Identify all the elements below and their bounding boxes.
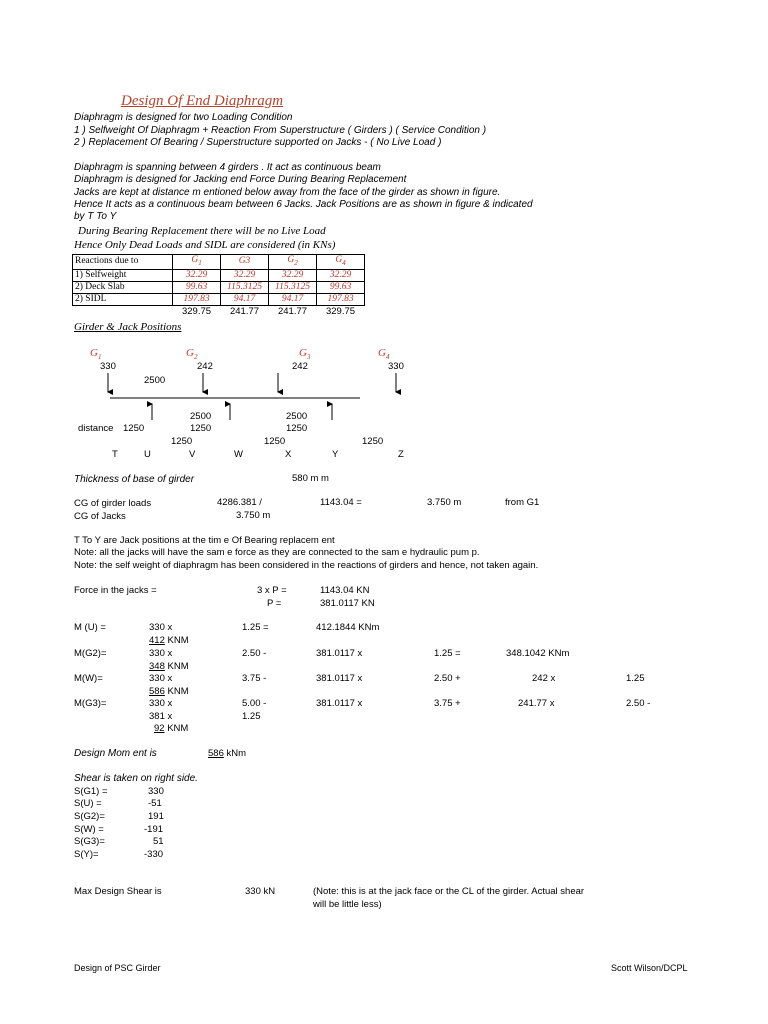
intro-line-3: 2 ) Replacement Of Bearing / Superstructure supported on Jacks - ( No Live Load ) (74, 137, 442, 148)
shear-label: S(G3)= (74, 836, 105, 847)
girder-load-g4: 330 (388, 361, 404, 372)
dim-2500-a: 2500 (190, 411, 212, 422)
page-title: Design Of End Diaphragm (121, 93, 284, 109)
mg3-a: 330 x (149, 698, 173, 709)
row-label: 1) Selfweight (73, 269, 173, 281)
girder-label-g2: $G_2$ (186, 347, 198, 362)
mw-a: 330 x (149, 673, 173, 684)
force-label: Force in the jacks = (74, 585, 157, 596)
mw-c: 381.0117 x (316, 673, 363, 684)
cell: 94.17 (269, 293, 317, 305)
mu-result: 412 KNM (149, 635, 189, 646)
force-eq1-rhs: 1143.04 KN (320, 585, 370, 596)
mu-c: 412.1844 KNm (316, 622, 380, 633)
table-header-g3: G3 (221, 255, 269, 270)
beam-diagram (0, 0, 768, 470)
shear-value: 330 (148, 786, 164, 797)
mu-label: M (U) = (74, 622, 106, 633)
jack-label-y: Y (332, 449, 339, 460)
shear-value: 191 (148, 811, 164, 822)
row-label: 2) Deck Slab (73, 281, 173, 293)
shear-value: -330 (144, 849, 164, 860)
dim-row1: 1250 (123, 423, 145, 434)
mw-b: 3.75 - (242, 673, 267, 684)
dim-row2: 1250 (171, 436, 193, 447)
cell: 197.83 (173, 293, 221, 305)
mg3-d: 3.75 + (434, 698, 461, 709)
para3-line-1: During Bearing Replacement there will be no Live Load (78, 225, 326, 237)
cg-girder-expr1: 4286.381 / (217, 497, 262, 508)
mg3-e: 241.77 x (518, 698, 555, 709)
cg-girder-expr2: 1143.04 = (320, 497, 362, 508)
table-header-g1: $G_1$ (173, 255, 221, 270)
mw-label: M(W)= (74, 673, 103, 684)
shear-value: -51 (148, 798, 162, 809)
dim-2500-top: 2500 (144, 375, 166, 386)
para2-line-5: by T To Y (74, 211, 117, 222)
jack-label-u: U (144, 449, 151, 460)
mw-f: 1.25 (626, 673, 645, 684)
mg2-label: M(G2)= (74, 648, 107, 659)
para2-line-4: Hence It acts as a continuous beam between 6 Jacks. Jack Positions are as shown in figure & indicated (74, 199, 533, 210)
total-cell: 241.77 (229, 305, 260, 317)
mg2-c: 381.0117 x (316, 648, 363, 659)
note-line-3: Note: the self weight of diaphragm has been considered in the reactions of girders and hence, not taken again. (74, 560, 539, 571)
total-cell: 329.75 (325, 305, 356, 317)
intro-line-1: Diaphragm is designed for two Loading Condition (74, 112, 293, 123)
force-eq2-lhs: P = (267, 598, 282, 609)
cell: 32.29 (269, 269, 317, 281)
distance-label: distance (78, 423, 114, 434)
cg-girder-result: 3.750 m (427, 497, 462, 508)
design-moment-label: Design Mom ent is (74, 748, 157, 759)
dim-row1: 1250 (190, 423, 212, 434)
cell: 94.17 (221, 293, 269, 305)
girder-label-g1: $G_1$ (90, 347, 102, 362)
cell: 32.29 (317, 269, 365, 281)
force-eq2-rhs: 381.0117 KN (320, 598, 375, 609)
force-eq1-lhs: 3 x P = (257, 585, 287, 596)
cg-jacks-label: CG of Jacks (74, 511, 126, 522)
dim-row2: 1250 (362, 436, 384, 447)
mg3-b2: 1.25 (242, 711, 261, 722)
shear-label: S(Y)= (74, 849, 99, 860)
mg2-b: 2.50 - (242, 648, 267, 659)
jack-label-z: Z (398, 449, 404, 460)
mg3-label: M(G3)= (74, 698, 107, 709)
mu-b: 1.25 = (242, 622, 269, 633)
mg2-d: 1.25 = (434, 648, 461, 659)
cell: 197.83 (317, 293, 365, 305)
shear-value: -191 (144, 824, 164, 835)
max-shear-note-2: will be little less) (313, 899, 382, 910)
girder-label-g4: $G_4$ (378, 347, 390, 362)
jack-label-w: W (234, 449, 243, 460)
mg3-a2: 381 x (149, 711, 173, 722)
girder-load-g3: 242 (292, 361, 308, 372)
cg-girder-label: CG of girder loads (74, 498, 152, 509)
jack-label-v: V (189, 449, 196, 460)
thickness-value: 580 m m (292, 473, 329, 484)
dim-row2: 1250 (264, 436, 286, 447)
table-header-label: Reactions due to (73, 255, 173, 270)
para2-line-3: Jacks are kept at distance m entioned below away from the face of the girder as shown in figure. (74, 187, 501, 198)
mg2-result: 348 KNM (149, 661, 189, 672)
mg3-result: 92 KNM (154, 723, 189, 734)
cell: 115.3125 (221, 281, 269, 293)
cell: 99.63 (317, 281, 365, 293)
table-header-g2: $G_2$ (269, 255, 317, 270)
cell: 115.3125 (269, 281, 317, 293)
mw-result: 586 KNM (149, 686, 189, 697)
max-shear-note-1: (Note: this is at the jack face or the CL of the girder. Actual shear (313, 886, 585, 897)
cg-girder-from: from G1 (505, 497, 540, 508)
diagram-heading: Girder & Jack Positions (74, 321, 182, 333)
girder-label-g3: $G_3$ (299, 347, 311, 362)
cell: 32.29 (221, 269, 269, 281)
dim-2500-b: 2500 (286, 411, 308, 422)
shear-label: S(G2)= (74, 811, 105, 822)
para2-line-1: Diaphragm is spanning between 4 girders . It act as continuous beam (74, 162, 381, 173)
para3-line-2: Hence Only Dead Loads and SIDL are considered (in KNs) (74, 239, 336, 251)
mg3-b: 5.00 - (242, 698, 267, 709)
table-header-g4: $G_4$ (317, 255, 365, 270)
shear-label: S(G1) = (74, 786, 108, 797)
intro-line-2: 1 ) Selfweight Of Diaphragm + Reaction From Superstructure ( Girders ) ( Service Condition ) (74, 125, 487, 136)
note-line-2: Note: all the jacks will have the sam e force as they are connected to the sam e hydraulic pum p. (74, 547, 480, 558)
shear-label: S(W) = (74, 824, 104, 835)
design-moment-value: 586 kNm (208, 748, 247, 759)
mu-a: 330 x (149, 622, 173, 633)
girder-load-g1: 330 (100, 361, 116, 372)
footer-left: Design of PSC Girder (74, 963, 161, 973)
mg2-a: 330 x (149, 648, 173, 659)
para2-line-2: Diaphragm is designed for Jacking end Force During Bearing Replacement (74, 174, 407, 185)
thickness-label: Thickness of base of girder (74, 474, 195, 485)
mw-e: 242 x (532, 673, 556, 684)
max-shear-label: Max Design Shear is (74, 886, 162, 897)
footer-right: Scott Wilson/DCPL (611, 963, 688, 973)
mg3-c: 381.0117 x (316, 698, 363, 709)
dim-row1: 1250 (286, 423, 308, 434)
mg2-e: 348.1042 KNm (506, 648, 570, 659)
mw-d: 2.50 + (434, 673, 461, 684)
row-label: 2) SIDL (73, 293, 173, 305)
jack-label-x: X (285, 449, 292, 460)
max-shear-value: 330 kN (245, 886, 276, 897)
shear-label: S(U) = (74, 798, 102, 809)
mg3-f: 2.50 - (626, 698, 651, 709)
cg-jacks-value: 3.750 m (236, 510, 271, 521)
cell: 99.63 (173, 281, 221, 293)
jack-label-t: T (112, 449, 118, 460)
cell: 32.29 (173, 269, 221, 281)
total-cell: 241.77 (277, 305, 308, 317)
total-cell: 329.75 (181, 305, 212, 317)
shear-intro: Shear is taken on right side. (74, 773, 198, 784)
girder-load-g2: 242 (197, 361, 213, 372)
shear-value: 51 (153, 836, 164, 847)
note-line-1: T To Y are Jack positions at the tim e Of Bearing replacem ent (74, 535, 335, 546)
